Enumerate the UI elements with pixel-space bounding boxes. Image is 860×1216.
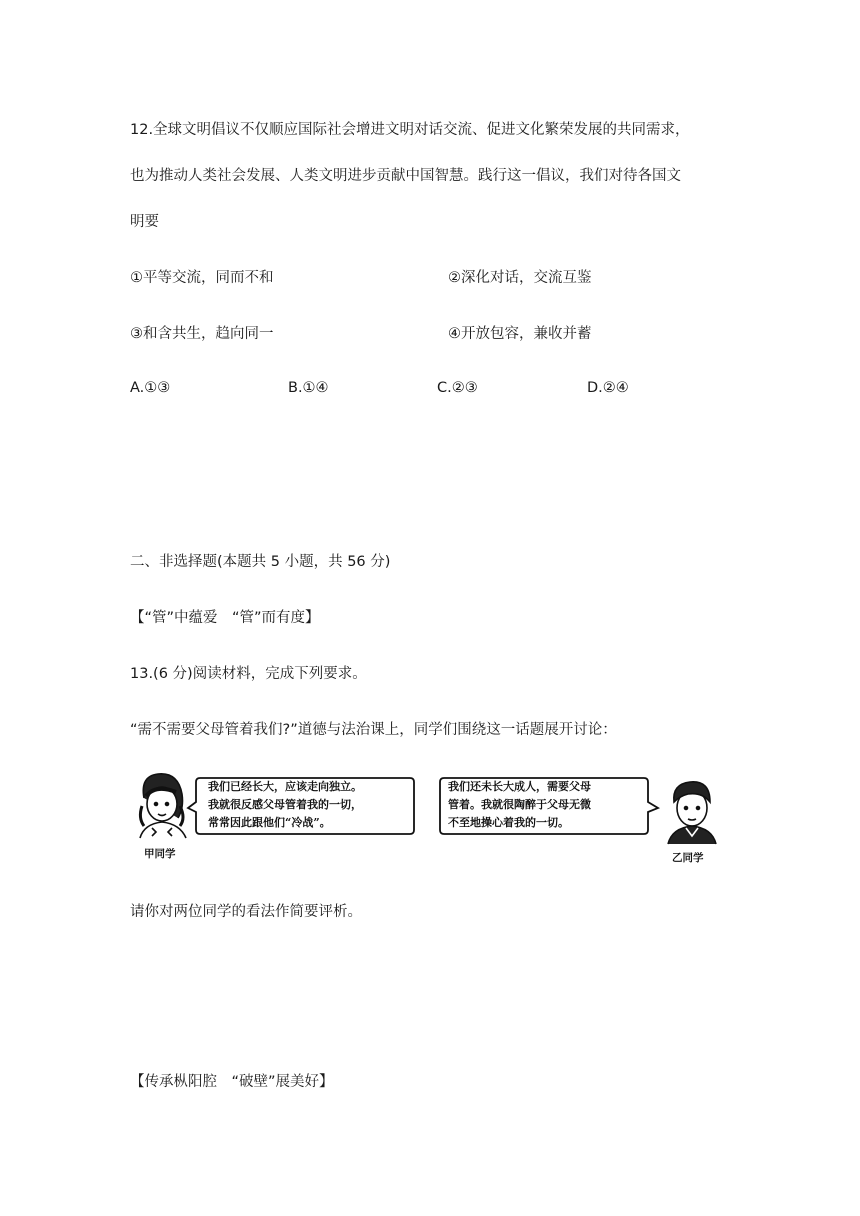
right-bubble-line-3: 不至地操心着我的一切。 [448, 816, 569, 829]
right-caption: 乙同学 [672, 852, 704, 864]
q12-item-4: ④开放包容，兼收并蓄 [448, 326, 592, 342]
q12-choice-a: A.①③ [130, 380, 171, 396]
q12-item-1: ①平等交流，同而不和 [130, 270, 274, 286]
q12-item-2: ②深化对话，交流互鉴 [448, 270, 592, 286]
q12-item-3: ③和含共生，趋向同一 [130, 326, 274, 342]
right-bubble-line-1: 我们还未长大成人，需要父母 [448, 780, 591, 793]
topic-title-1: 【“管”中蕴爱 “管”而有度】 [130, 610, 320, 626]
left-bubble-line-1: 我们已经长大，应该走向独立。 [208, 780, 362, 793]
q13-task: 请你对两位同学的看法作简要评析。 [130, 904, 362, 920]
topic-title-2: 【传承枞阳腔 “破壁”展美好】 [130, 1074, 334, 1090]
section-heading: 二、非选择题(本题共 5 小题，共 56 分) [130, 554, 391, 570]
boy-figure [668, 782, 716, 844]
left-caption: 甲同学 [144, 848, 176, 860]
q12-choice-b: B.①④ [288, 380, 329, 396]
q12-choice-d: D.②④ [587, 380, 629, 396]
left-bubble-line-2: 我就很反感父母管着我的一切， [208, 798, 362, 811]
right-bubble-line-2: 管着。我就很陶醉于父母无微 [448, 798, 591, 811]
q13-intro: “需不需要父母管着我们?”道德与法治课上，同学们围绕这一话题展开讨论： [130, 722, 617, 738]
q12-line-3: 明要 [130, 214, 159, 230]
comic-illustration [130, 768, 730, 868]
q12-line-2: 也为推动人类社会发展、人类文明进步贡献中国智慧。践行这一倡议，我们对待各国文 [130, 168, 681, 184]
q12-line-1: 12.全球文明倡议不仅顺应国际社会增进文明对话交流、促进文化繁荣发展的共同需求， [130, 122, 690, 138]
left-bubble-line-3: 常常因此跟他们“冷战”。 [208, 816, 331, 829]
girl-figure [140, 774, 186, 838]
q13-title: 13.(6 分)阅读材料，完成下列要求。 [130, 666, 367, 682]
q12-choice-c: C.②③ [437, 380, 478, 396]
